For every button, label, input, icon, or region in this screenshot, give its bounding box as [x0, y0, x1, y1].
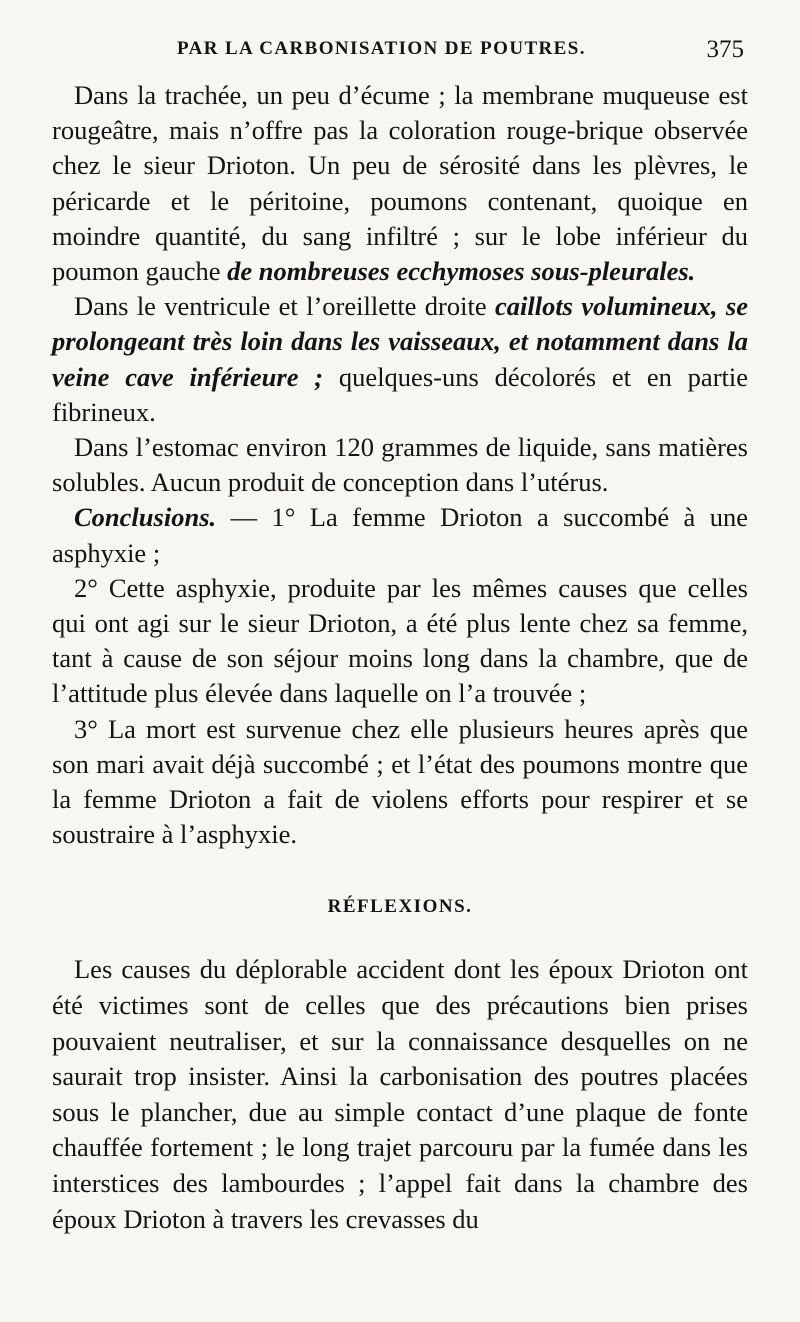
report-body — [52, 78, 748, 852]
paragraph-text: 3° La mort est survenue chez elle plusieurs heures après que son mari avait déjà succombé ; et l’état des poumons montre que la femme Drioton a fait de violens efforts pour respirer et se soustraire à l’asphyxie. — [52, 713, 748, 850]
paragraph-emphasis: caillots volumineux, se prolongeant très loin dans les vaisseaux, et notamment dans la veine cave inférieure ; — [52, 291, 748, 392]
running-title: PAR LA CARBONISATION DE POUTRES. — [177, 38, 586, 59]
paragraph-stomach — [52, 430, 748, 500]
paragraph-text: Dans l’estomac environ 120 grammes de liquide, sans matières solubles. Aucun produit de conception dans l’utérus. — [52, 432, 748, 498]
paragraph-text: 2° Cette asphyxie, produite par les mêmes causes que celles qui ont agi sur le sieur Drioton, a été plus lente chez sa femme, tant à cause de son séjour moins long dans la chambre, que de l’attitude plus élevée dans laquelle on l’a trouvée ; — [52, 572, 748, 709]
paragraph-text-after: — 1° La femme Drioton a succombé à une asphyxie ; — [52, 502, 748, 568]
reflexions-paragraph: Les causes du déplorable accident dont les époux Drioton ont été victimes sont de celles que des précautions bien prises pouvaient neutraliser, et sur la connaissance desquelles on ne saurait trop insister. Ainsi la carbonisation des poutres placées sous le plancher, due au simple contact d’une plaque de fonte chauffée fortement ; le long trajet parcouru par la fumée dans les interstices des lambourdes ; l’appel fait dans la chambre des époux Drioton à travers les crevasses du — [52, 954, 748, 1234]
paragraph-emphasis: de nombreuses ecchymoses sous-pleurales. — [227, 256, 696, 287]
page-number: 375 — [706, 36, 744, 63]
paragraph-conclusion-2 — [52, 571, 748, 712]
paragraph-text: Dans le ventricule et l’oreillette droite — [74, 291, 495, 322]
section-title: RÉFLEXIONS. — [327, 896, 473, 918]
running-header — [52, 32, 748, 74]
paragraph-emphasis: Conclusions. — [74, 502, 217, 533]
paragraph-conclusions — [52, 500, 748, 570]
paragraph-ventricle — [52, 289, 748, 430]
paragraph-text: Dans la trachée, un peu d’écume ; la membrane muqueuse est rougeâtre, mais n’offre pas la coloration rouge-brique observée chez le sieur Drioton. Un peu de sérosité dans les plèvres, le péricarde et le péritoine, poumons contenant, quoique en moindre quantité, du sang infiltré ; sur le lobe inférieur du poumon gauche — [52, 80, 748, 287]
reflexions-section — [52, 952, 748, 1237]
paragraph-trachea — [52, 78, 748, 289]
paragraph-text-after: quelques-uns décolorés et en partie fibrineux. — [52, 361, 749, 427]
paragraph-conclusion-3 — [52, 712, 748, 853]
